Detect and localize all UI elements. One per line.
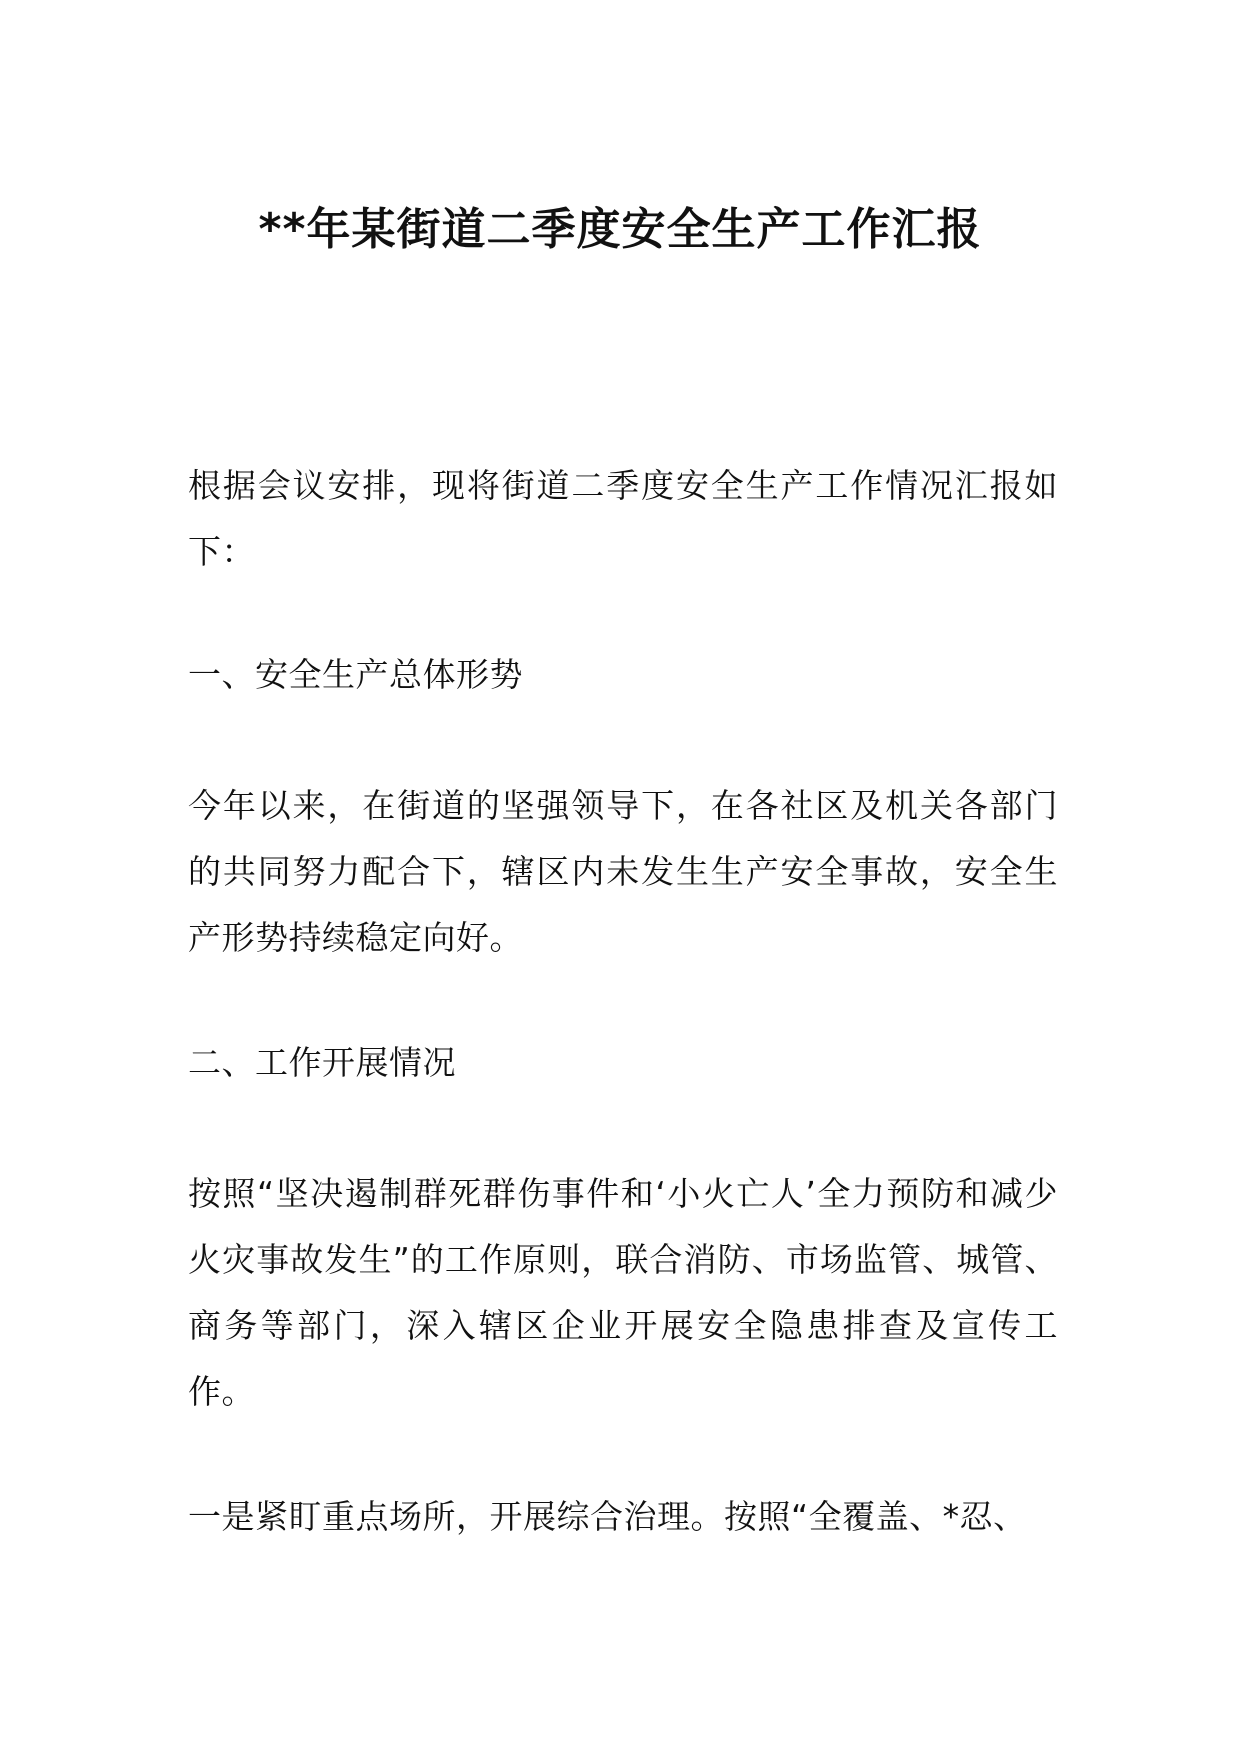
section-heading-work-progress: 二、工作开展情况 [188,1043,456,1082]
section-heading-overall-situation: 一、安全生产总体形势 [188,655,523,694]
intro-paragraph: 根据会议安排，现将街道二季度安全生产工作情况汇报如下： [188,466,1058,571]
key-venues-paragraph: 一是紧盯重点场所，开展综合治理。按照“全覆盖、*忍、 [188,1497,1027,1536]
document-title: **年某街道二季度安全生产工作汇报 [258,204,982,255]
work-progress-paragraph: 按照“坚决遏制群死群伤事件和‘小火亡人’全力预防和减少火灾事故发生”的工作原则，联合消防、市场监管、城管、商务等部门，深入辖区企业开展安全隐患排查及宣传工作。 [188,1174,1058,1411]
overall-situation-paragraph: 今年以来，在街道的坚强领导下，在各社区及机关各部门的共同努力配合下，辖区内未发生生产安全事故，安全生产形势持续稳定向好。 [188,786,1058,957]
